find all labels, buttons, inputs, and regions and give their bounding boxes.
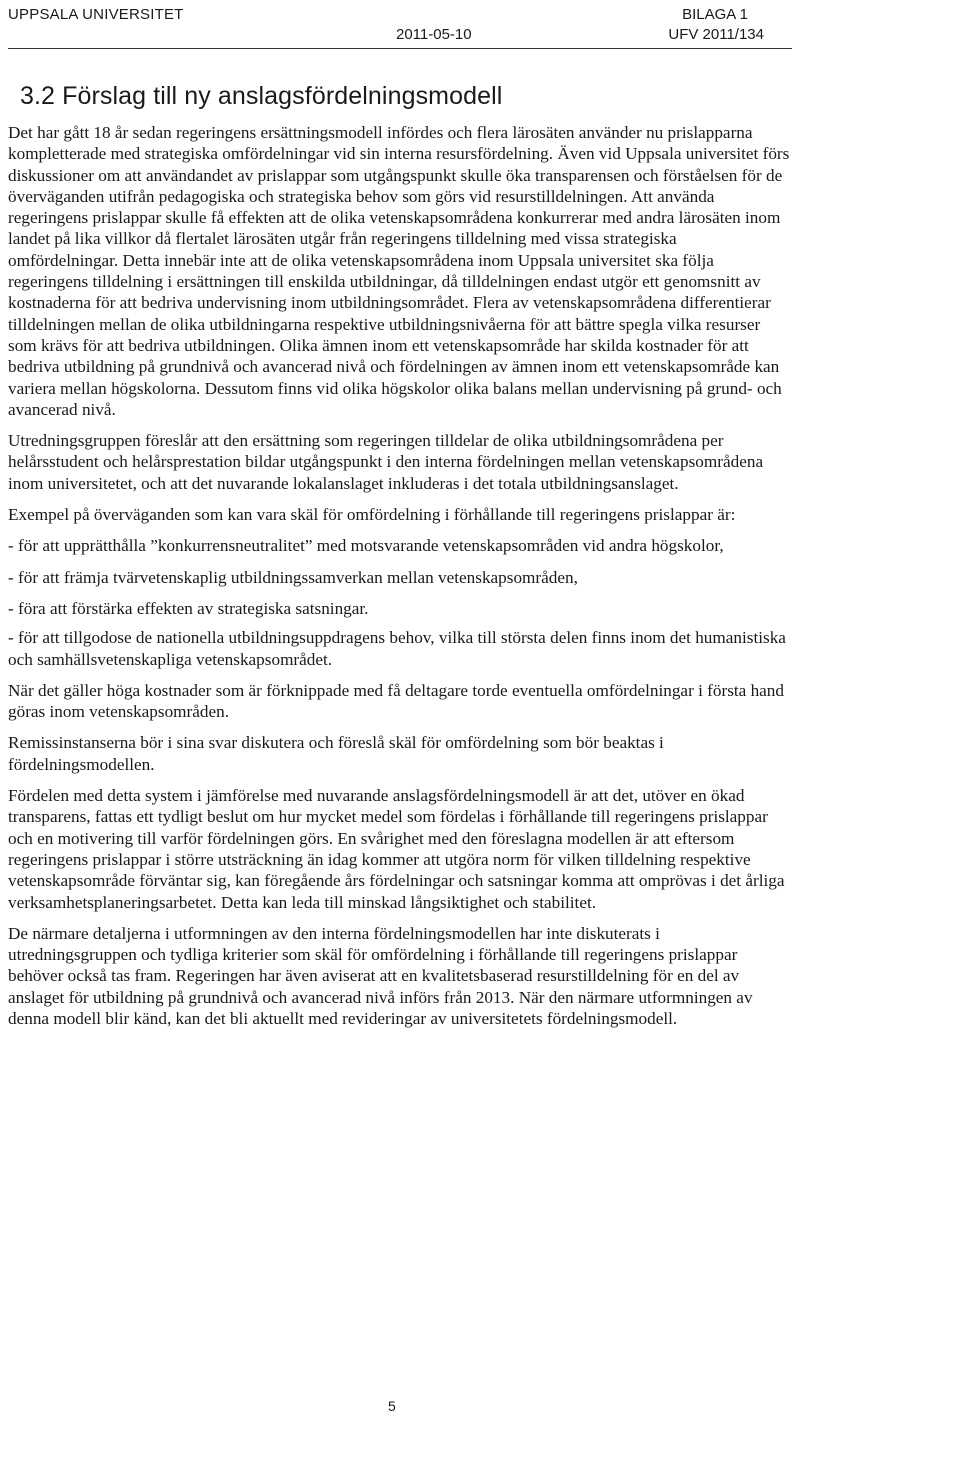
document-body (8, 122, 790, 1039)
list-item: - för att främja tvärvetenskaplig utbildningssamverkan mellan vetenskapsområden, (8, 567, 578, 587)
paragraph-background: Det har gått 18 år sedan regeringens ersättningsmodell infördes och flera lärosäten använder nu prislapparna kompletterade med strategiska omfördelningar vid sin interna resursfördelning. Även vid Uppsala universitet förs diskussioner om att användandet av prislappar som utgångspunkt skulle öka transparensen och förståelsen för de överväganden utifrån pedagogiska och strategiska behov som görs vid resurstilldelningen. Att använda regeringens prislappar skulle få effekten att de olika vetenskapsområdena konkurrerar med andra lärosäten inom landet på lika villkor då flertalet lärosäten utgår från regeringens tilldelning med vissa strategiska omfördelningar. Detta innebär inte att de olika vetenskapsområdena inom Uppsala universitet ska följa regeringens tilldelning i ersättningen till enskilda utbildningar, då tilldelningen endast utgör ett genomsnitt av kostnaderna för att bedriva undervisning inom utbildningsområdet. Flera av vetenskapsområdena differentierar tilldelningen mellan de olika utbildningarna respektive utbildningsnivåerna för att bättre spegla vilka resurser som krävs för att bedriva utbildningen. Olika ämnen inom ett vetenskapsområde har skilda kostnader för att bedriva utbildning på grundnivå och avancerad nivå och fördelningen av ämnen inom ett vetenskapsområde kan variera mellan högskolorna. Dessutom finns vid olika högskolor olika balans mellan undervisning på grund- och avancerad nivå. (8, 123, 790, 419)
list-item: - föra att förstärka effekten av strategiska satsningar. (8, 598, 369, 618)
page-number: 5 (388, 1398, 396, 1414)
list-item: - för att upprätthålla ”konkurrensneutralitet” med motsvarande vetenskapsområden vid andra högskolor, (8, 536, 724, 556)
list-item: - för att tillgodose de nationella utbildningsuppdragens behov, vilka till största delen finns inom det humanistiska och samhällsvetenskapliga vetenskapsområdet. (8, 628, 786, 669)
reference-number: UFV 2011/134 (668, 26, 764, 43)
paragraph-proposal: Utredningsgruppen föreslår att den ersättning som regeringen tilldelar de olika utbildningsområdena per helårsstudent och helårsprestation bildar utgångspunkt i den interna fördelningen mellan vetenskapsområdena inom universitetet, och att det nuvarande lokalanslaget inkluderas i det totala utbildningsanslaget. (8, 431, 764, 493)
paragraph-advantages: Fördelen med detta system i jämförelse med nuvarande anslagsfördelningsmodell är att det, utöver en ökad transparens, fattas ett tydligt beslut om hur mycket medel som fördelas i förhållande till regeringens prislappar och en motivering till varför fördelningen görs. En svårighet med den föreslagna modellen är att eftersom regeringens prislappar i större utsträckning än idag kommer att utgöra norm för vilken tilldelning respektive vetenskapsområde förväntar sig, kan föregående års fördelningar och satsningar komma att omprövas i det årliga verksamhetsplaneringsarbetet. Detta kan leda till minskad långsiktighet och stabilitet. (8, 786, 785, 912)
paragraph-details: De närmare detaljerna i utformningen av den interna fördelningsmodellen har inte diskuterats i utredningsgruppen och tydliga kriterier som skäl för omfördelning i förhållande till regeringens prislappar behöver också tas fram. Regeringen har även aviserat att en kvalitetsbaserad resurstilldelning för en del av anslaget för utbildning på grundnivå och avancerad nivå införs från 2013. När den närmare utformningen av denna modell blir känd, kan det bli aktuellt med revideringar av universitetets fördelningsmodell. (8, 923, 753, 1028)
header-divider (8, 48, 792, 49)
document-date: 2011-05-10 (396, 26, 472, 43)
paragraph-high-costs: När det gäller höga kostnader som är förknippade med få deltagare torde eventuella omfördelningar i första hand göras inom vetenskapsområden. (8, 680, 784, 722)
paragraph-remiss: Remissinstanserna bör i sina svar diskutera och föreslå skäl för omfördelning som bör beaktas i fördelningsmodellen. (8, 733, 664, 774)
paragraph-examples-intro: Exempel på överväganden som kan vara skäl för omfördelning i förhållande till regeringens prislappar är: (8, 505, 736, 525)
attachment-label: BILAGA 1 (682, 6, 748, 23)
institution-name: UPPSALA UNIVERSITET (8, 6, 184, 23)
section-heading: 3.2 Förslag till ny anslagsfördelningsmodell (20, 82, 503, 110)
